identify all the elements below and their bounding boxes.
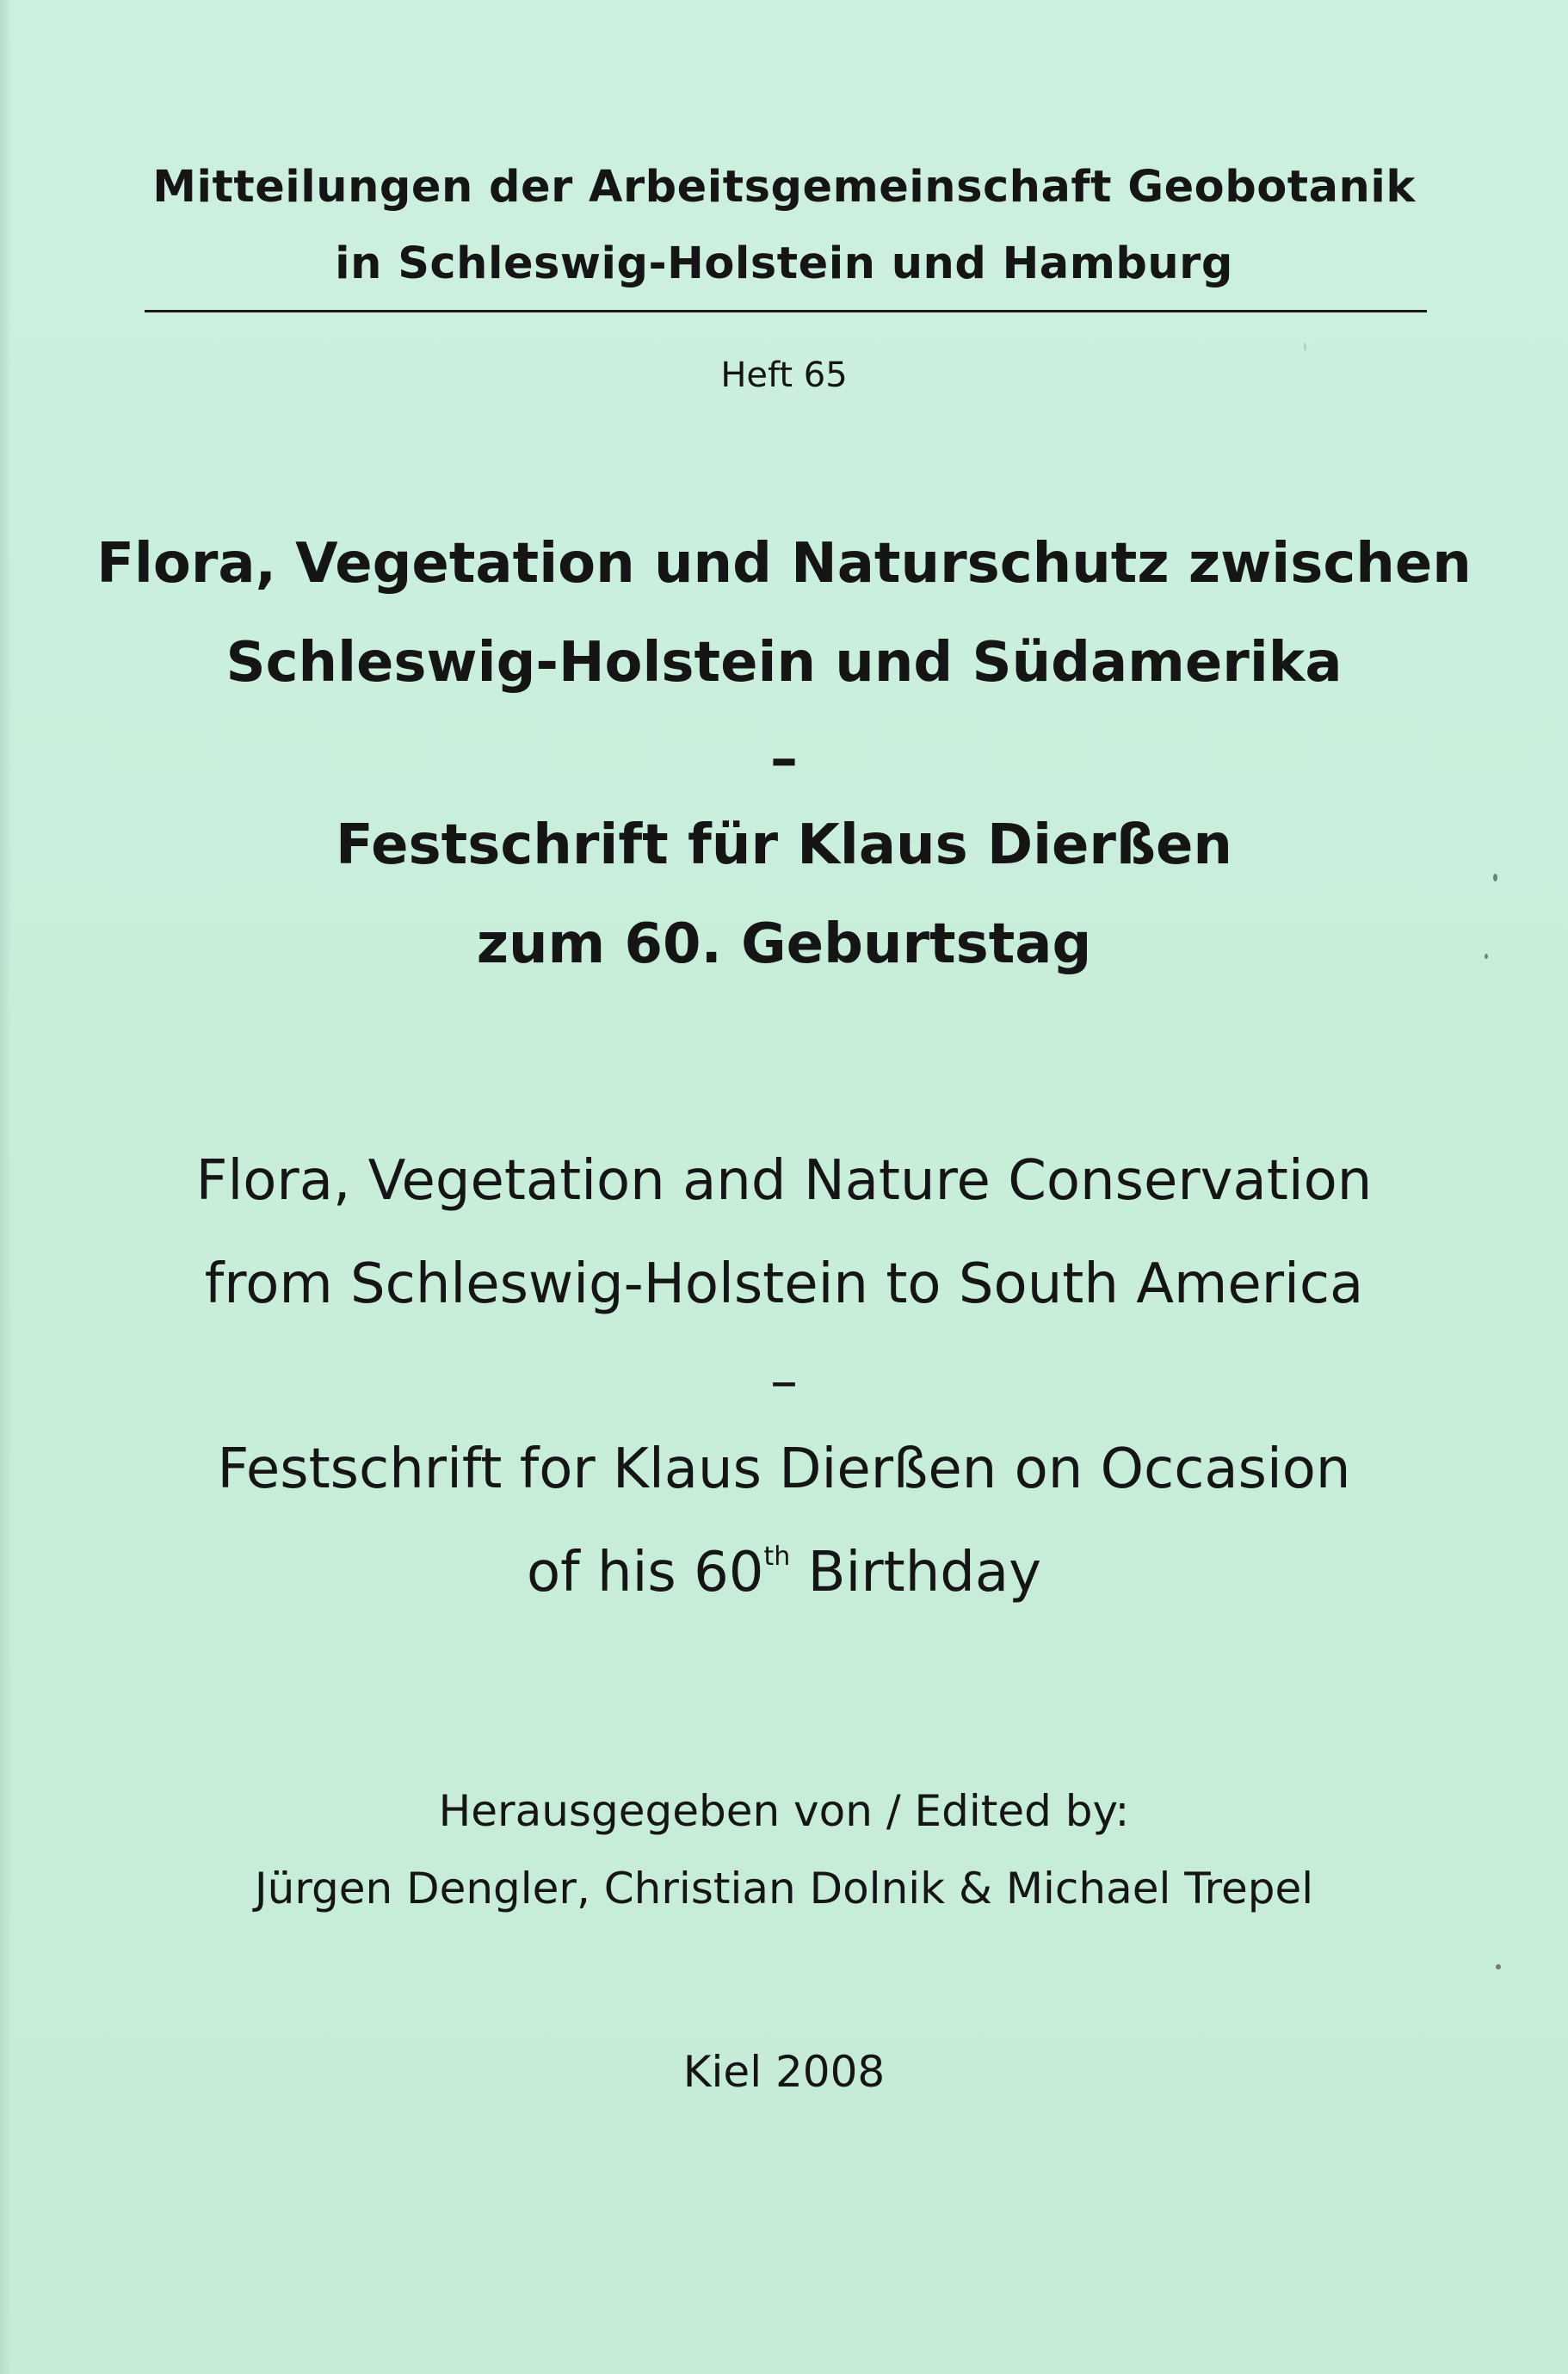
german-subtitle-line-1: Festschrift für Klaus Dierßen	[336, 813, 1232, 877]
english-subtitle-prefix: of his 60	[527, 1541, 764, 1604]
print-speck	[1485, 954, 1488, 959]
editors-label: Herausgegeben von / Edited by:	[438, 1786, 1130, 1836]
series-title-line-2: in Schleswig-Holstein und Hamburg	[335, 238, 1233, 289]
german-title-dash: –	[770, 727, 798, 791]
editors-names: Jürgen Dengler, Christian Dolnik & Michael Trepel	[254, 1864, 1314, 1913]
series-title-line-1: Mitteilungen der Arbeitsgemeinschaft Geobotanik	[152, 162, 1416, 213]
issue-number: Heft 65	[720, 355, 848, 395]
english-subtitle-line-2	[0, 1541, 1568, 1604]
print-speck	[1304, 343, 1306, 351]
english-title-line-1: Flora, Vegetation and Nature Conservation	[195, 1149, 1373, 1213]
print-speck	[1493, 874, 1497, 881]
english-title-dash: –	[770, 1350, 798, 1413]
german-title-line-2: Schleswig-Holstein und Südamerika	[225, 631, 1343, 695]
german-subtitle-line-2: zum 60. Geburtstag	[476, 912, 1092, 976]
horizontal-divider	[145, 310, 1427, 312]
german-title-line-1: Flora, Vegetation und Naturschutz zwischen	[96, 532, 1472, 596]
ordinal-superscript: th	[763, 1542, 791, 1572]
place-and-year: Kiel 2008	[682, 2047, 886, 2097]
english-title-line-2: from Schleswig-Holstein to South America	[204, 1252, 1364, 1316]
english-subtitle-suffix: Birthday	[790, 1541, 1041, 1604]
print-speck	[1496, 1964, 1501, 1969]
english-subtitle-line-1: Festschrift for Klaus Dierßen on Occasion	[217, 1437, 1351, 1501]
